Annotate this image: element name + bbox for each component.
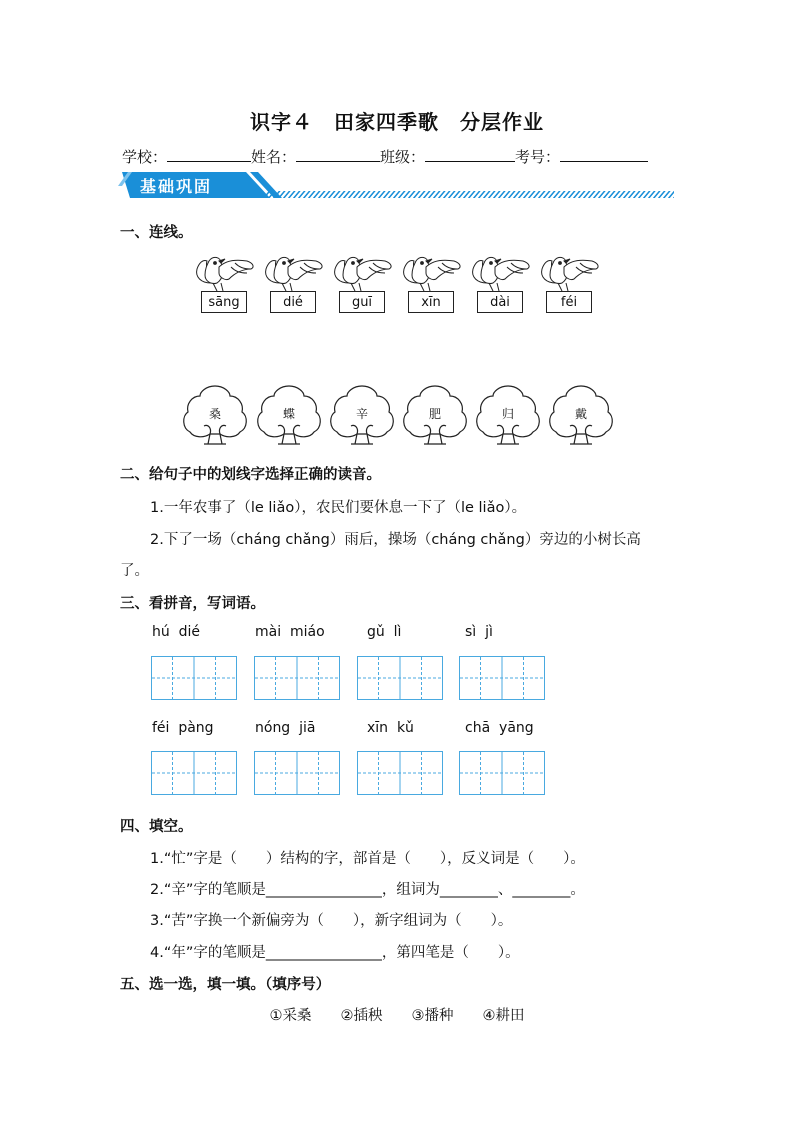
- class-label: 班级：: [380, 148, 426, 166]
- writing-grid[interactable]: [151, 656, 237, 700]
- pinyin-label: xīn kǔ: [367, 720, 414, 736]
- writing-grid[interactable]: [254, 751, 340, 795]
- section2-line-3: 了。: [120, 563, 149, 579]
- section4-line-3: 3.“苦”字换一个新偏旁为（ ），新字组词为（ ）。: [150, 913, 513, 929]
- name-blank[interactable]: [296, 147, 380, 162]
- pinyin-label: nóng jiā: [255, 720, 316, 736]
- writing-grid[interactable]: [357, 751, 443, 795]
- tree-char[interactable]: 蝶: [282, 407, 295, 421]
- pinyin-box[interactable]: xīn: [408, 291, 454, 313]
- pinyin-label: mài miáo: [255, 624, 325, 640]
- section2-heading: 二、给句子中的划线字选择正确的读音。: [120, 467, 381, 483]
- tree-char[interactable]: 辛: [355, 407, 368, 421]
- writing-grid[interactable]: [459, 656, 545, 700]
- class-blank[interactable]: [425, 147, 515, 162]
- school-blank[interactable]: [167, 147, 251, 162]
- tree-char[interactable]: 桑: [208, 407, 221, 421]
- student-info-line: [122, 146, 648, 167]
- options-row: [0, 1004, 794, 1025]
- writing-grid[interactable]: [357, 656, 443, 700]
- writing-grid[interactable]: [459, 751, 545, 795]
- pinyin-box[interactable]: dài: [477, 291, 523, 313]
- option: ②插秧: [340, 1008, 383, 1024]
- option: ④耕田: [482, 1008, 525, 1024]
- tree-char[interactable]: 戴: [574, 407, 587, 421]
- writing-grid[interactable]: [254, 656, 340, 700]
- option: ①采桑: [269, 1008, 312, 1024]
- banner-label: 基础巩固: [140, 177, 213, 196]
- exam-label: 考号：: [515, 148, 561, 166]
- pinyin-box[interactable]: féi: [546, 291, 592, 313]
- name-label: 姓名：: [251, 148, 297, 166]
- pinyin-label: féi pàng: [152, 720, 214, 736]
- pinyin-label: chā yāng: [465, 720, 534, 736]
- tree-char[interactable]: 肥: [428, 407, 441, 421]
- pinyin-box[interactable]: dié: [270, 291, 316, 313]
- section3-heading: 三、看拼音，写词语。: [120, 596, 265, 612]
- section4-heading: 四、填空。: [120, 819, 193, 835]
- pinyin-box[interactable]: guī: [339, 291, 385, 313]
- pinyin-box[interactable]: sāng: [201, 291, 247, 313]
- bird-icon: [467, 253, 535, 295]
- section4-line-1: 1.“忙”字是（ ）结构的字，部首是（ ），反义词是（ ）。: [150, 851, 585, 867]
- pinyin-label: hú dié: [152, 624, 201, 640]
- bird-icon: [191, 253, 259, 295]
- bird-icon: [329, 253, 397, 295]
- section1-heading: 一、连线。: [120, 225, 193, 241]
- section-banner: [118, 168, 674, 204]
- option: ③播种: [411, 1008, 454, 1024]
- section2-line-1: 1.一年农事了（le liǎo），农民们要休息一下了（le liǎo）。: [150, 500, 527, 516]
- bird-icon: [398, 253, 466, 295]
- section4-line-2: 2.“辛”字的笔顺是________________，组词为________、________。: [150, 882, 585, 898]
- bird-icon: [536, 253, 604, 295]
- section2-line-2: 2.下了一场（cháng chǎng）雨后，操场（cháng chǎng）旁边的小树长高: [150, 532, 641, 548]
- section5-heading: 五、选一选，填一填。（填序号）: [120, 977, 331, 993]
- school-label: 学校：: [122, 148, 168, 166]
- tree-char[interactable]: 归: [501, 407, 514, 421]
- writing-grid[interactable]: [151, 751, 237, 795]
- pinyin-label: sì jì: [465, 624, 493, 640]
- pinyin-label: gǔ lì: [367, 624, 402, 640]
- section4-line-4: 4.“年”字的笔顺是________________，第四笔是（ ）。: [150, 945, 520, 961]
- exam-blank[interactable]: [560, 147, 648, 162]
- page-title: 识字４ 田家四季歌 分层作业: [250, 110, 544, 134]
- bird-icon: [260, 253, 328, 295]
